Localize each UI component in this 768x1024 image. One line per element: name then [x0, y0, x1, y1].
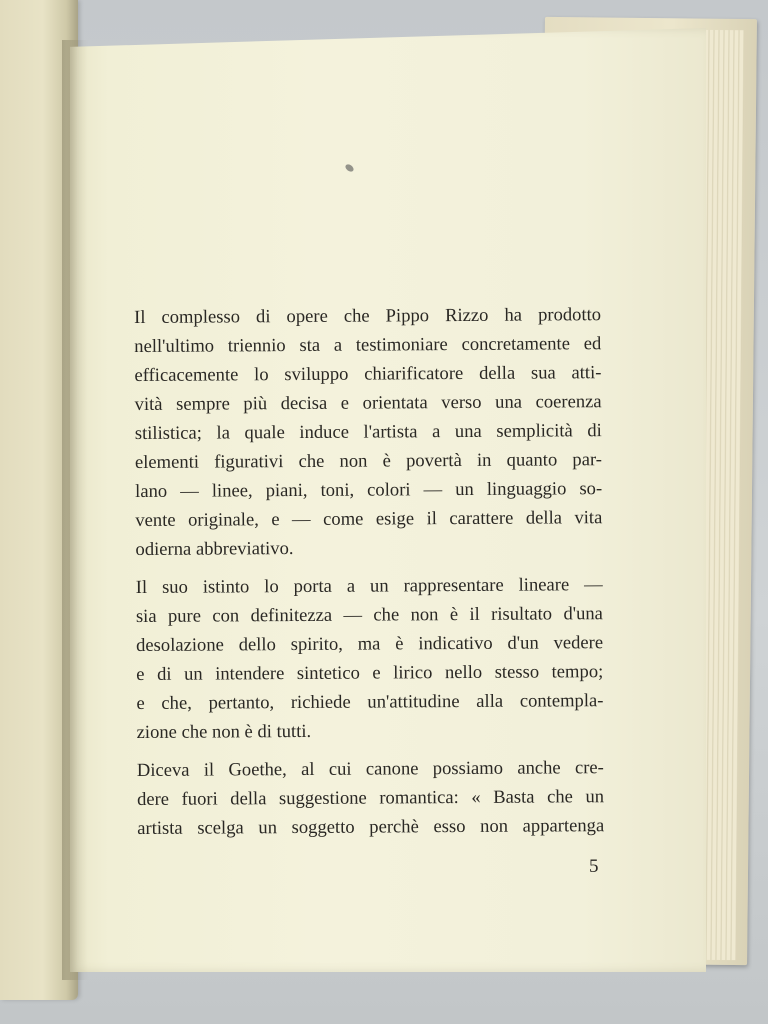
text-line: e che, pertanto, richiede un'attitudine alla contempla- — [136, 690, 604, 714]
paragraph-1 — [134, 300, 603, 564]
text-line: Il suo istinto lo porta a un rappresentare lineare — — [135, 574, 603, 598]
text-line: nell'ultimo triennio sta a testimoniare concretamente ed — [134, 333, 602, 357]
text-line: Il complesso di opere che Pippo Rizzo ha prodotto — [134, 304, 602, 328]
paragraph-2 — [136, 570, 604, 747]
text-line: desolazione dello spirito, ma è indicativo d'un vedere — [136, 632, 604, 656]
left-page-edge — [0, 0, 78, 1000]
text-line: vità sempre più decisa e orientata verso una coerenza — [134, 391, 602, 415]
text-line: zione che non è di tutti. — [136, 720, 312, 743]
text-line: elementi figurativi che non è povertà in quanto par- — [134, 449, 603, 473]
page-number: 5 — [589, 856, 599, 877]
text-line: lano — linee, piani, toni, colori — un linguaggio so- — [135, 478, 603, 502]
body-text — [134, 300, 604, 852]
text-line: artista scelga un soggetto perchè esso non appartenga — [137, 815, 605, 839]
text-line: sia pure con definitezza — che non è il risultato d'una — [135, 603, 603, 627]
paragraph-3 — [137, 753, 605, 843]
text-line: vente originale, e — come esige il carattere della vita — [135, 507, 603, 531]
text-line: stilistica; la quale induce l'artista a una semplicità di — [134, 420, 602, 444]
text-line: efficacemente lo sviluppo chiarificatore della sua atti- — [134, 362, 602, 386]
text-line: dere fuori della suggestione romantica: « Basta che un — [136, 786, 605, 810]
text-line: odierna abbreviativo. — [135, 538, 294, 560]
text-line: e di un intendere sintetico e lirico nello stesso tempo; — [136, 661, 604, 685]
text-line: Diceva il Goethe, al cui canone possiamo anche cre- — [136, 757, 604, 781]
